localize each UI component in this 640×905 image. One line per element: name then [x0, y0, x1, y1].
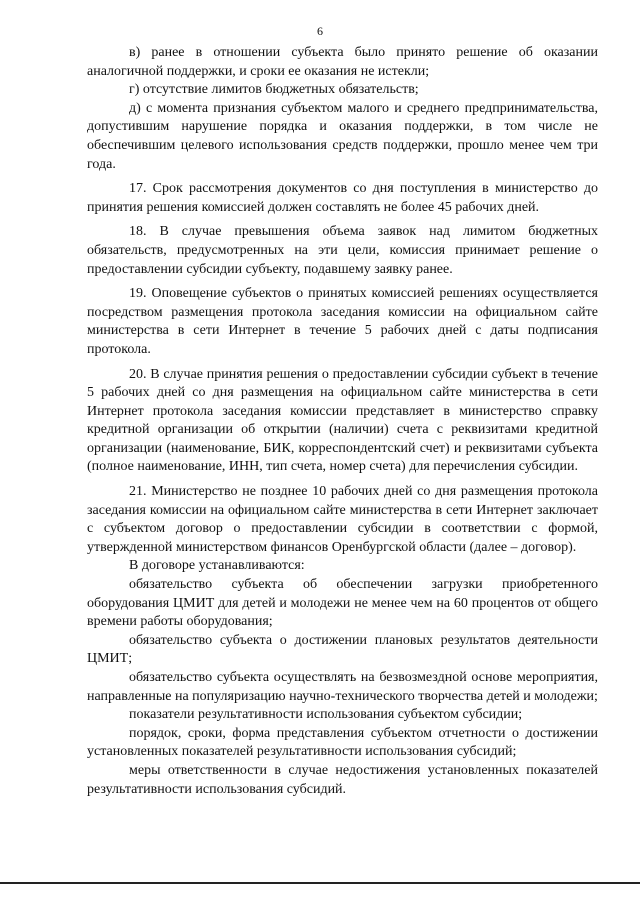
contract-term-free-events: обязательство субъекта осуществлять на безвозмездной основе мероприятия, направленные на популяризацию научно-технического творчества детей и молодежи; [87, 670, 598, 704]
page-number: 6 [317, 24, 323, 38]
paragraph-item-v: в) ранее в отношении субъекта было принято решение об оказании аналогичной поддержки, и сроки ее оказания не истекли; [87, 45, 598, 79]
paragraph-17: 17. Срок рассмотрения документов со дня поступления в министерство до принятия решения комиссией должен составлять не более 45 рабочих дней. [87, 181, 598, 215]
contract-term-indicators: показатели результативности использования субъектом субсидии; [129, 707, 523, 723]
paragraph-20: 20. В случае принятия решения о предоставлении субсидии субъект в течение 5 рабочих дней со дня размещения на официальном сайте министерства в сети Интернет протокола заседания комиссии представляет в министерство справку кредитной организации об открытии (наличии) счета с реквизитами кредитной организации (наименование, БИК, корреспондентский счет) и реквизитами субъекта (полное наименование, ИНН, тип счета, номер счета) для перечисления субсидии. [87, 366, 598, 475]
paragraph-item-d: д) с момента признания субъектом малого и среднего предпринимательства, допустившим нарушение порядка и оказания поддержки, в том числе не обеспечившим целевого использования средств поддержки, прошло менее чем три года. [87, 100, 598, 172]
paragraph-item-g: г) отсутствие лимитов бюджетных обязательств; [129, 82, 419, 98]
contract-term-reporting: порядок, сроки, форма представления субъектом отчетности о достижении установленных показателей результативности использования субсидий; [87, 725, 598, 760]
paragraph-21: 21. Министерство не позднее 10 рабочих дней со дня размещения протокола заседания комиссии на официальном сайте министерства в сети Интернет заключает с субъектом договор о предоставлении субсидии в соответствии с формой, утвержденной министерством финансов Оренбургской области (далее – договор). [87, 484, 598, 555]
document-body [87, 44, 598, 799]
contract-term-planned-results: обязательство субъекта о достижении плановых результатов деятельности ЦМИТ; [87, 632, 598, 667]
bottom-rule [0, 882, 640, 884]
paragraph-18: 18. В случае превышения объема заявок над лимитом бюджетных обязательств, предусмотренных на эти цели, комиссия принимает решение о предоставлении субсидии субъекту, подавшему заявку ранее. [87, 224, 598, 277]
contract-term-liability: меры ответственности в случае недостижения установленных показателей результативности использования субсидий. [87, 762, 598, 797]
contract-term-equipment-load: обязательство субъекта об обеспечении загрузки приобретенного оборудования ЦМИТ для детей и молодежи не менее чем на 60 процентов от общего времени работы оборудования; [87, 577, 598, 630]
contract-intro: В договоре устанавливаются: [129, 558, 305, 574]
paragraph-19: 19. Оповещение субъектов о принятых комиссией решениях осуществляется посредством размещения протокола заседания комиссии на официальном сайте министерства в сети Интернет в течение 5 рабочих дней с даты подписания протокола. [87, 286, 598, 357]
